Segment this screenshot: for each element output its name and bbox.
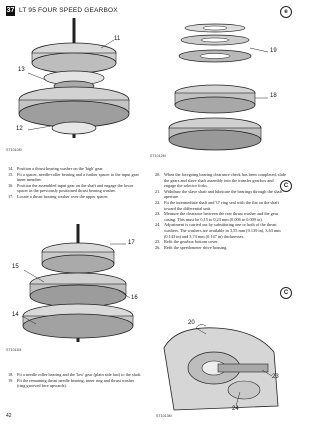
gear-stack-illustration-2	[6, 224, 146, 356]
step-item: 19. Fit the remaining thrust needle bearing, inner ring and thrust washer (ring grooved face upwards).	[8, 377, 135, 389]
callout-11: 11	[114, 36, 121, 42]
step-item: 25. Refit the gearbox bottom cover.	[155, 239, 219, 245]
steps-list-right	[155, 172, 290, 250]
gear-stack-illustration-1	[6, 18, 141, 158]
page-header-title: LT 95 FOUR SPEED GEARBOX	[19, 7, 118, 14]
callout-19: 19	[270, 48, 277, 54]
figure-code: ST1010M	[6, 148, 22, 152]
step-item: 22. Fit the intermediate shaft and 'O' ring seal with the flat on the shaft toward the differential unit.	[155, 199, 279, 211]
steps-list-top-left	[8, 166, 144, 200]
step-item: 17. Locate a thrust bearing washer over the upper spacer.	[8, 193, 109, 199]
corner-mark-right-mid: C	[280, 180, 292, 192]
page-number: 42	[6, 413, 12, 419]
chapter-number-badge: 37	[6, 7, 15, 14]
figure-bottom-right	[156, 318, 286, 422]
callout-23: 23	[272, 374, 279, 380]
callout-24: 24	[232, 406, 239, 412]
callout-20: 20	[188, 320, 195, 326]
figure-code: ST1011M	[6, 348, 22, 352]
figure-top-left	[6, 18, 141, 158]
step-item: 15. Fit a spacer, needle-roller bearing and a further spacer to the input gear inner member.	[8, 171, 139, 183]
step-item: 16. Position the assembled input gear on the shaft and engage the lower spacer in the previously positioned thrust bearing washer.	[8, 182, 134, 194]
corner-mark-right-lower: C	[280, 287, 292, 299]
gear-casing-illustration	[156, 318, 286, 422]
callout-18: 18	[270, 93, 277, 99]
callout-14: 14	[12, 312, 19, 318]
step-item: 26. Refit the speedometer drive housing.	[155, 244, 228, 250]
figure-code: ST1012M	[150, 154, 166, 158]
step-item: 18. Fit a needle roller bearing and the 'low' gear (plain side last) to the shaft.	[8, 372, 142, 377]
step-item: 24. Adjustment is carried out by substituting one or both of the thrust washers. The washers are available in 3,55 mm (0.139 in), 3,63 mm (0.143 in) and 3,74 mm (0.147 in) thicknesses.	[155, 222, 281, 239]
figure-code: ST1013M	[156, 414, 172, 418]
callout-12: 12	[16, 126, 23, 132]
figure-top-right	[150, 18, 285, 163]
thrust-washer-illustration	[150, 18, 285, 163]
callout-16: 16	[131, 295, 138, 301]
step-item: 23. Measure the clearance between the rear thrust washer and the gear casing. This must be 0,15 to 0,23 mm (0.006 to 0.009 in).	[155, 211, 279, 222]
step-item: 14. Position a thrust bearing washer on the 'high' gear.	[8, 166, 104, 171]
callout-17: 17	[128, 240, 135, 246]
callout-13: 13	[18, 67, 25, 73]
step-item: 21. Withdraw the slave shaft and lubricate the bearings through the shaft aperture.	[155, 188, 283, 200]
corner-mark-top-right: e	[280, 6, 292, 18]
figure-bottom-left	[6, 224, 146, 356]
steps-list-bottom-left	[8, 372, 144, 389]
callout-15: 15	[12, 264, 19, 270]
step-item: 20. When the foregoing bearing clearance check has been completed, slide the gears and slave shaft assembly into the transfer gearbox and engage the selector forks.	[155, 172, 286, 189]
